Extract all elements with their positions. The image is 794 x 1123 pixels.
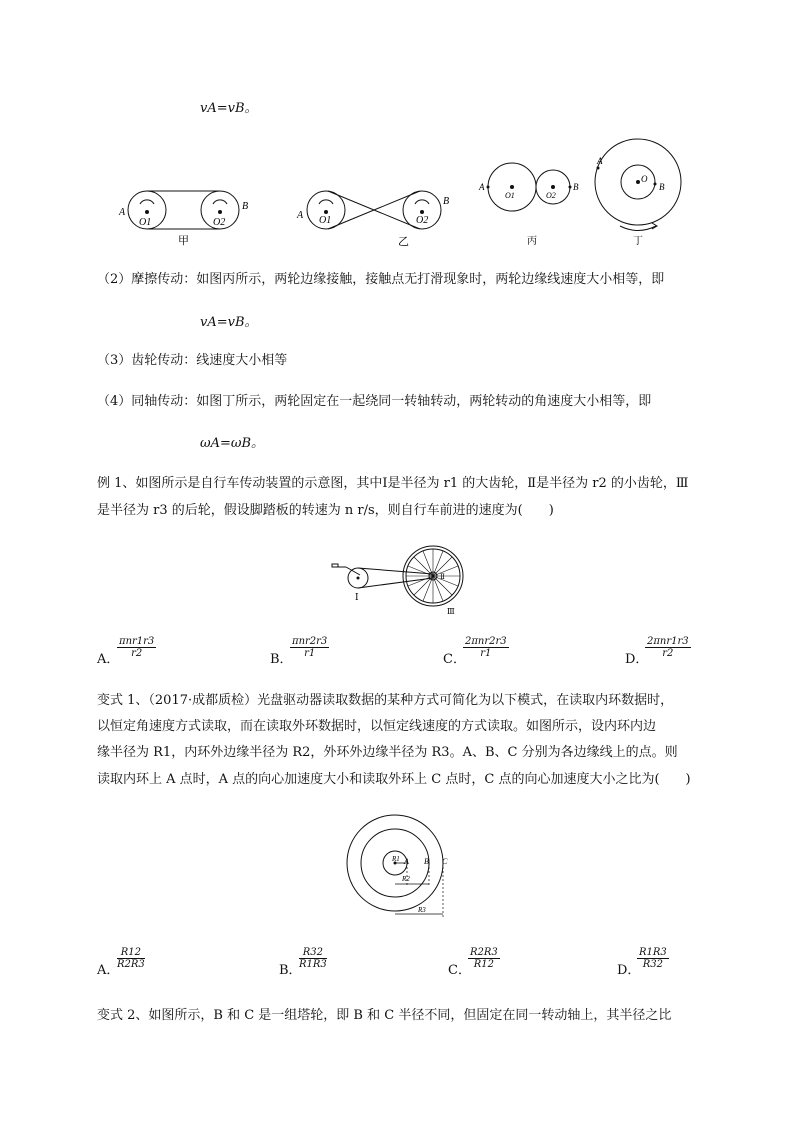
transmission-figures [0, 130, 794, 390]
var1-option-d-label: D． [617, 963, 641, 978]
var1-option-d-num: R1R3 [639, 947, 667, 958]
ex1-option-b-num: πnr2r3 [292, 636, 328, 647]
ding-label-o: O [641, 174, 648, 184]
yi-label-a: A [297, 210, 304, 221]
disc-label-c: C [442, 857, 448, 866]
formula-va-vb-1: vA=vB。 [200, 101, 258, 116]
jia-label-a: A [119, 207, 126, 218]
var1-option-a-label: A． [97, 963, 120, 978]
disc-label-r1: R1 [392, 855, 400, 863]
bing-label-b: B [573, 182, 579, 192]
disc-label-b: B [424, 857, 429, 866]
yi-label-b: B [443, 196, 450, 207]
ex1-option-a-fraction [117, 636, 156, 659]
ex1-option-d-label: D． [625, 652, 649, 667]
ex1-option-a-num: πnr1r3 [119, 636, 155, 647]
ex1-option-d-den: r2 [662, 648, 674, 659]
yi-label-o1: O1 [319, 215, 332, 226]
item-4-coaxial: （4）同轴传动：如图丁所示，两轮固定在一起绕同一转轴转动，两轮转动的角速度大小相等，即 [97, 394, 652, 409]
variant-1-line-3: 缘半径为 R1，内环外边缘半径为 R2，外环外边缘半径为 R3。A、B、C 分别为各边缘线上的点。则 [97, 745, 678, 760]
ex1-option-a-label: A． [97, 652, 120, 667]
disc-diagram [338, 806, 458, 926]
var1-option-c-den: R12 [473, 959, 495, 970]
variant-2-line-1: 变式 2、如图所示，B 和 C 是一组塔轮，即 B 和 C 半径不同，但固定在同一转动轴上，其半径之比 [97, 1008, 672, 1023]
bicycle-diagram [330, 538, 470, 618]
ex1-option-d-num: 2πnr1r3 [647, 636, 689, 647]
ex1-option-c-fraction [463, 636, 509, 659]
bing-label-o1: O1 [505, 191, 515, 200]
example-1-line-1: 例 1、如图所示是自行车传动装置的示意图，其中Ⅰ是半径为 r1 的大齿轮，Ⅱ是半径为 r2 的小齿轮，Ⅲ [97, 476, 689, 491]
disc-label-a: A [404, 857, 409, 866]
ex1-option-b-den: r1 [304, 648, 316, 659]
jia-label-o1: O1 [139, 217, 152, 228]
ding-label-b: B [659, 182, 665, 192]
var1-option-b-fraction [299, 947, 327, 970]
disc-label-r2: R2 [402, 875, 410, 883]
var1-option-c-num: R2R3 [470, 947, 498, 958]
ex1-option-c-num: 2πnr2r3 [465, 636, 507, 647]
ex1-option-d-fraction [645, 636, 691, 659]
variant-1-line-1: 变式 1、（2017·成都质检）光盘驱动器读取数据的某种方式可简化为以下模式，在读取内环数据时， [97, 693, 674, 708]
ex1-option-c-label: C． [443, 652, 466, 667]
item-2-friction: （2）摩擦传动：如图丙所示，两轮边缘接触，接触点无打滑现象时，两轮边缘线速度大小相等，即 [97, 272, 665, 287]
var1-option-a-fraction [117, 947, 145, 970]
ex1-option-a-den: r2 [131, 648, 143, 659]
bing-label-o2: O2 [546, 191, 556, 200]
ex1-option-c-den: r1 [480, 648, 492, 659]
ding-label-a: A [597, 156, 603, 166]
bike-label-i: Ⅰ [355, 592, 359, 602]
variant-1-line-2: 以恒定角速度方式读取，而在读取外环数据时，以恒定线速度的方式读取。如图所示，设内环内边 [97, 719, 657, 734]
ex1-option-b-fraction [290, 636, 329, 659]
jia-label-b: B [242, 201, 249, 212]
item-3-gear: （3）齿轮传动：线速度大小相等 [97, 353, 288, 368]
figure-ding [595, 139, 681, 231]
var1-option-a-num: R12 [117, 947, 145, 959]
formula-wa-wb: ωA=ωB。 [200, 436, 265, 451]
figure-bing [488, 163, 570, 211]
var1-option-d-fraction [637, 947, 669, 970]
var1-option-b-den: R1R3 [299, 959, 327, 970]
variant-1-line-4: 读取内环上 A 点时，A 点的向心加速度大小和读取外环上 C 点时，C 点的向心加速度大小之比为( ) [97, 772, 691, 787]
var1-option-b-num: R32 [299, 947, 327, 959]
jia-caption: 甲 [178, 235, 189, 247]
disc-label-r3: R3 [418, 906, 426, 914]
bing-caption: 丙 [527, 236, 537, 247]
ding-caption: 丁 [633, 236, 643, 247]
var1-option-c-fraction [468, 947, 500, 970]
bike-label-iii: Ⅲ [447, 607, 455, 616]
var1-option-c-label: C． [448, 963, 471, 978]
var1-option-a-den: R2R3 [117, 959, 145, 970]
formula-va-vb-2: vA=vB。 [200, 315, 258, 330]
var1-option-d-den: R32 [642, 959, 664, 970]
example-1-line-2: 是半径为 r3 的后轮，假设脚踏板的转速为 n r/s，则自行车前进的速度为( ) [97, 503, 554, 518]
yi-label-o2: O2 [416, 215, 429, 226]
yi-caption: 乙 [398, 236, 409, 248]
var1-option-b-label: B． [279, 963, 302, 978]
bing-label-a: A [479, 182, 485, 192]
jia-label-o2: O2 [213, 217, 226, 228]
ex1-option-b-label: B． [270, 652, 293, 667]
bike-label-ii: Ⅱ [440, 573, 445, 581]
